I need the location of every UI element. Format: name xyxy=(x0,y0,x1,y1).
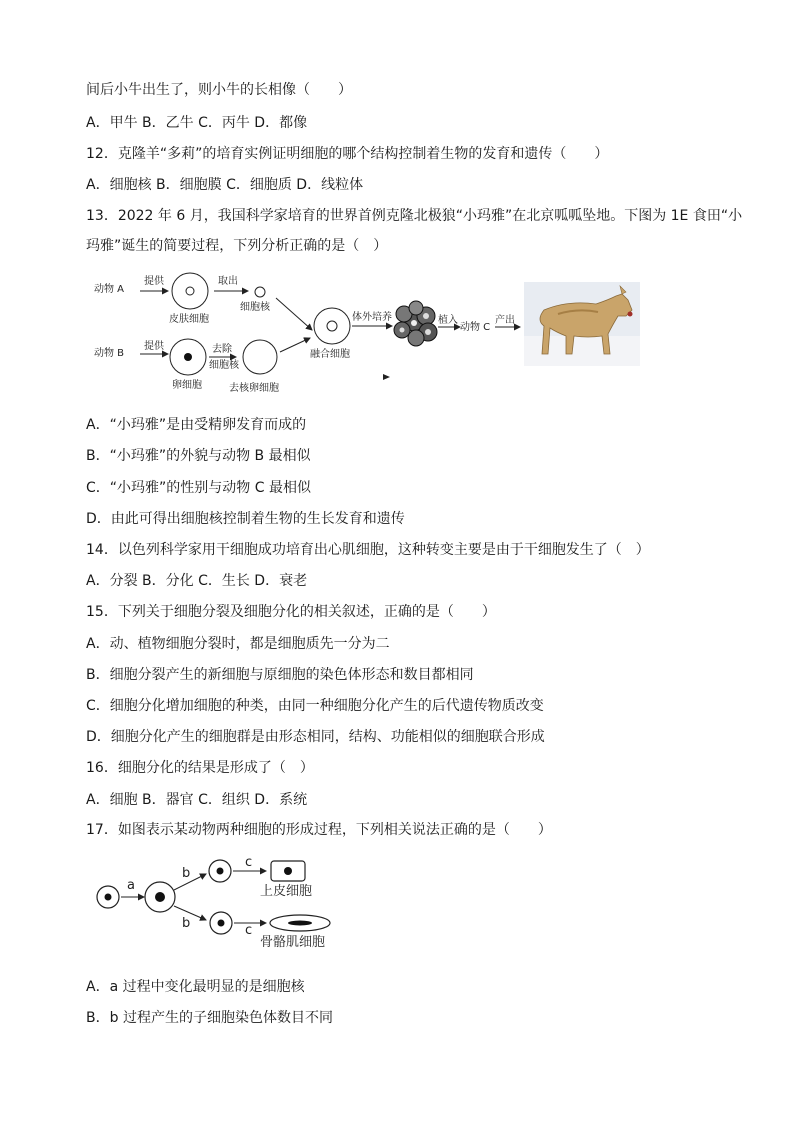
q15-option-c: C．细胞分化增加细胞的种类，由同一种细胞分化产生的后代遗传物质改变 xyxy=(86,698,544,714)
wolf-photo xyxy=(524,282,640,366)
label-take-out: 取出 xyxy=(218,276,238,287)
label-enucleated-egg: 去核卵细胞 xyxy=(229,383,279,394)
label-c-upper: c xyxy=(245,855,253,870)
q17-option-b: B．b 过程产生的子细胞染色体数目不同 xyxy=(86,1010,333,1026)
daughter-cell-upper-nucleus xyxy=(217,868,224,875)
isolated-nucleus xyxy=(255,287,265,297)
fused-cell-nucleus xyxy=(327,321,337,331)
daughter-cell-lower-nucleus xyxy=(218,920,225,927)
label-animal-c: 动物 C xyxy=(460,322,491,333)
egg-cell-nucleus xyxy=(184,353,192,361)
label-implant: 植入 xyxy=(438,315,458,326)
arrow-egg-to-fusion xyxy=(280,338,310,352)
q16-options: A．细胞 B．器官 C．组织 D．系统 xyxy=(86,792,308,808)
stray-arrowhead xyxy=(383,374,390,380)
q11-options: A．甲牛 B．乙牛 C．丙牛 D．都像 xyxy=(86,115,308,131)
enucleated-egg-cell xyxy=(243,340,277,374)
epithelial-cell-nucleus xyxy=(284,867,292,875)
q13-option-b: B．“小玛雅”的外貌与动物 B 最相似 xyxy=(86,448,311,464)
differentiation-diagram xyxy=(90,852,350,957)
q14-options: A．分裂 B．分化 C．生长 D．衰老 xyxy=(86,573,308,589)
q13-option-a: A．“小玛雅”是由受精卵发育而成的 xyxy=(86,417,307,433)
label-produce: 产出 xyxy=(495,315,515,326)
q15-option-a: A．动、植物细胞分裂时，都是细胞质先一分为二 xyxy=(86,636,390,652)
label-remove-2: 细胞核 xyxy=(209,360,239,371)
q17-option-a: A．a 过程中变化最明显的是细胞核 xyxy=(86,979,305,995)
q12-options: A．细胞核 B．细胞膜 C．细胞质 D．线粒体 xyxy=(86,177,364,193)
question-12: 12．克隆羊“多莉”的培育实例证明细胞的哪个结构控制着生物的发育和遗传（ ） xyxy=(86,146,609,162)
q15-option-b: B．细胞分裂产生的新细胞与原细胞的染色体形态和数目都相同 xyxy=(86,667,474,683)
question-14: 14．以色列科学家用干细胞成功培育出心肌细胞，这种转变主要是由于干细胞发生了（ ） xyxy=(86,542,650,558)
label-remove-1: 去除 xyxy=(212,344,232,355)
question-15: 15．下列关于细胞分裂及细胞分化的相关叙述，正确的是（ ） xyxy=(86,604,496,620)
label-skin-cell: 皮肤细胞 xyxy=(169,314,209,325)
enlarged-cell-nucleus xyxy=(155,892,165,902)
q15-option-d: D．细胞分化产生的细胞群是由形态相同，结构、功能相似的细胞联合形成 xyxy=(86,729,545,745)
label-skeletal-muscle-cell: 骨骼肌细胞 xyxy=(260,935,326,950)
label-animal-a: 动物 A xyxy=(94,284,125,295)
label-c-lower: c xyxy=(245,923,253,938)
q13-option-c: C．“小玛雅”的性别与动物 C 最相似 xyxy=(86,480,311,496)
skeletal-muscle-cell-nucleus xyxy=(288,921,312,926)
label-culture: 体外培养 xyxy=(352,312,392,323)
embryo-cluster xyxy=(394,301,437,346)
question-11-tail: 间后小牛出生了，则小牛的长相像（ ） xyxy=(86,82,352,98)
label-animal-b: 动物 B xyxy=(94,348,125,359)
arrow-nucleus-to-fusion xyxy=(276,298,312,330)
origin-cell-nucleus xyxy=(105,894,112,901)
label-a: a xyxy=(127,878,135,893)
q13-option-d: D．由此可得出细胞核控制着生物的生长发育和遗传 xyxy=(86,511,405,527)
label-nucleus: 细胞核 xyxy=(240,302,270,313)
question-13-line2: 玛雅”诞生的简要过程，下列分析正确的是（ ） xyxy=(86,238,388,254)
cloning-diagram xyxy=(88,270,648,405)
label-epithelial-cell: 上皮细胞 xyxy=(260,884,313,899)
label-egg-cell: 卵细胞 xyxy=(172,380,202,391)
question-17: 17．如图表示某动物两种细胞的形成过程，下列相关说法正确的是（ ） xyxy=(86,822,552,838)
question-16: 16．细胞分化的结果是形成了（ ） xyxy=(86,760,314,776)
question-13-line1: 13．2022 年 6 月，我国科学家培育的世界首例克隆北极狼“小玛雅”在北京呱呱坠地。下图为 1E 食田“小 xyxy=(86,208,743,224)
label-b-lower: b xyxy=(182,916,191,931)
label-provide-a: 提供 xyxy=(144,276,164,287)
label-b-upper: b xyxy=(182,866,191,881)
label-provide-b: 提供 xyxy=(144,341,164,352)
skin-cell-nucleus xyxy=(186,287,194,295)
label-fused-cell: 融合细胞 xyxy=(310,349,350,360)
